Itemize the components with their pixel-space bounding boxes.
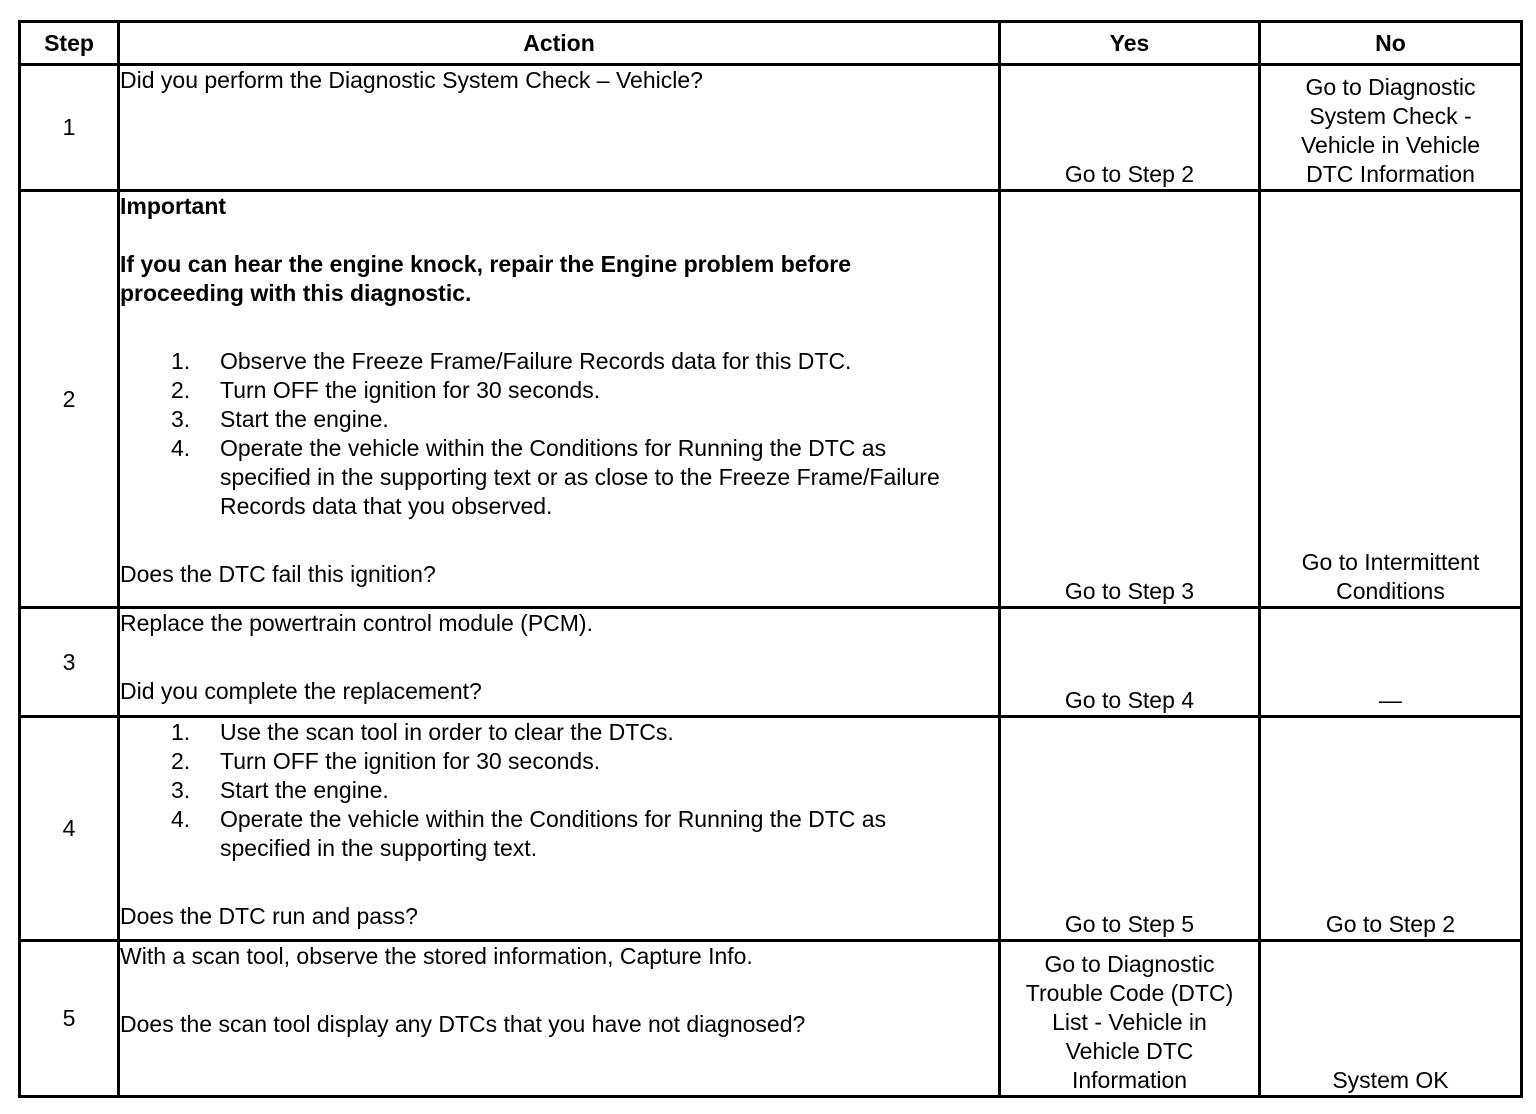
action-cell (119, 65, 1000, 191)
header-no: No (1260, 22, 1522, 65)
table-row (20, 191, 1522, 608)
no-cell: — (1260, 608, 1522, 717)
list-item-text: Start the engine. (220, 777, 389, 803)
no-cell: Go to Diagnostic System Check - Vehicle in Vehicle DTC Information (1260, 65, 1522, 191)
action-question: Does the scan tool display any DTCs that you have not diagnosed? (120, 1011, 806, 1037)
yes-cell: Go to Step 3 (1000, 191, 1260, 608)
list-item (120, 347, 998, 376)
list-item-text: Turn OFF the ignition for 30 seconds. (220, 748, 601, 774)
diagnostic-table (18, 20, 1523, 1098)
list-item (120, 434, 998, 521)
table-row (20, 941, 1522, 1097)
important-label: Important (120, 193, 227, 219)
action-instruction: Replace the powertrain control module (PCM). (120, 610, 593, 636)
list-item (120, 805, 998, 863)
step-number: 4 (20, 717, 119, 941)
list-item-text: Observe the Freeze Frame/Failure Records data for this DTC. (220, 348, 852, 374)
step-number: 5 (20, 941, 119, 1097)
step-number: 1 (20, 65, 119, 191)
list-item (120, 776, 998, 805)
action-question: Did you complete the replacement? (120, 678, 482, 704)
list-item-text: Operate the vehicle within the Conditions for Running the DTC as specified in the supporting text or as close to the Freeze Frame/Failure Records data that you observed. (220, 435, 940, 519)
list-item-number: 2. (171, 748, 191, 774)
header-row (20, 22, 1522, 65)
action-question: Does the DTC fail this ignition? (120, 561, 436, 587)
action-question: Does the DTC run and pass? (120, 903, 418, 929)
step-number: 2 (20, 191, 119, 608)
header-yes: Yes (1000, 22, 1260, 65)
header-step: Step (20, 22, 119, 65)
list-item-text: Turn OFF the ignition for 30 seconds. (220, 377, 601, 403)
list-item-number: 3. (171, 406, 191, 432)
yes-cell: Go to Step 2 (1000, 65, 1260, 191)
header-action: Action (119, 22, 1000, 65)
list-item-number: 1. (171, 348, 191, 374)
list-item (120, 718, 998, 747)
action-question: Did you perform the Diagnostic System Check – Vehicle? (120, 67, 703, 93)
yes-cell: Go to Step 5 (1000, 717, 1260, 941)
action-cell (119, 941, 1000, 1097)
list-item-text: Use the scan tool in order to clear the DTCs. (220, 719, 674, 745)
table-row (20, 717, 1522, 941)
procedure-list (120, 718, 998, 863)
yes-cell: Go to Diagnostic Trouble Code (DTC) List - Vehicle in Vehicle DTC Information (1000, 941, 1260, 1097)
no-cell: System OK (1260, 941, 1522, 1097)
table-row (20, 65, 1522, 191)
step-number: 3 (20, 608, 119, 717)
list-item-number: 1. (171, 719, 191, 745)
list-item-text: Start the engine. (220, 406, 389, 432)
list-item-number: 3. (171, 777, 191, 803)
action-cell (119, 717, 1000, 941)
list-item-text: Operate the vehicle within the Conditions for Running the DTC as specified in the supporting text. (220, 806, 887, 861)
list-item-number: 4. (171, 435, 191, 461)
list-item (120, 747, 998, 776)
action-cell (119, 608, 1000, 717)
action-cell (119, 191, 1000, 608)
action-instruction: With a scan tool, observe the stored information, Capture Info. (120, 943, 753, 969)
table-row (20, 608, 1522, 717)
procedure-list (120, 347, 998, 521)
list-item-number: 4. (171, 806, 191, 832)
list-item (120, 405, 998, 434)
list-item-number: 2. (171, 377, 191, 403)
important-text: If you can hear the engine knock, repair the Engine problem before proceeding with this diagnostic. (120, 251, 852, 306)
list-item (120, 376, 998, 405)
no-cell: Go to Intermittent Conditions (1260, 191, 1522, 608)
no-cell: Go to Step 2 (1260, 717, 1522, 941)
yes-cell: Go to Step 4 (1000, 608, 1260, 717)
